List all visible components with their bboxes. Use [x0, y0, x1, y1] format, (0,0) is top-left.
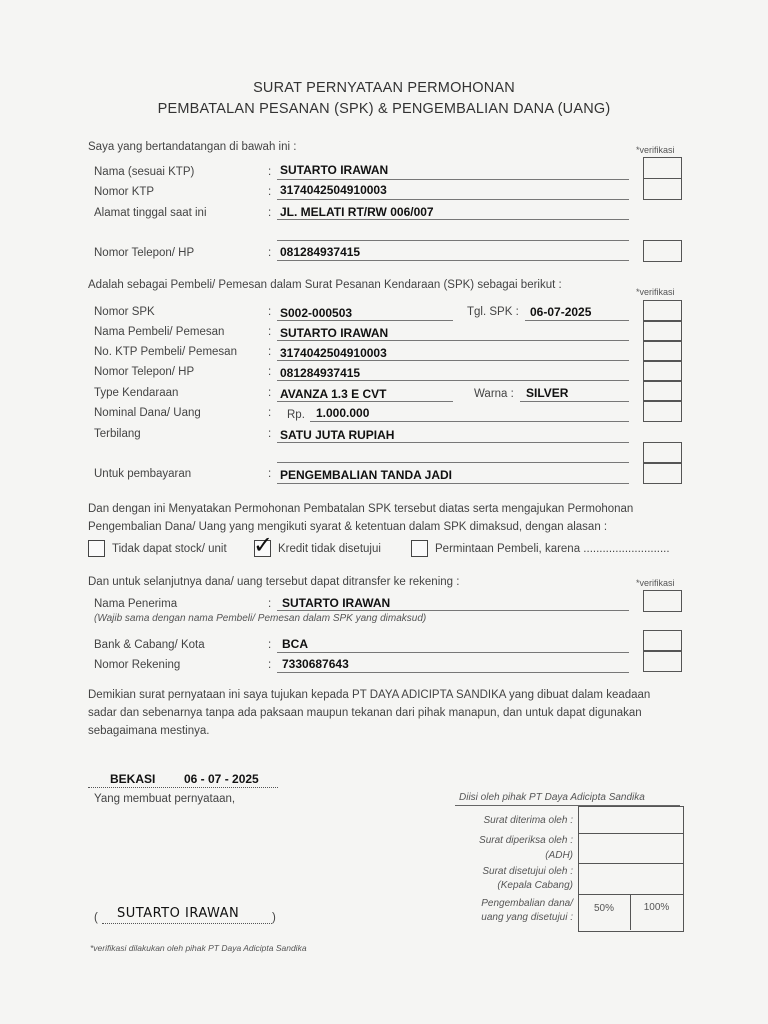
underline: [525, 320, 629, 321]
checkbox-permintaan[interactable]: [411, 540, 428, 557]
office-diterima: Surat diterima oleh :: [483, 815, 573, 826]
verifikasi-label-3: *verifikasi: [636, 578, 675, 588]
document-title-line1: SURAT PERNYATAAN PERMOHONAN: [253, 80, 515, 96]
option-kredit: Kredit tidak disetujui: [278, 543, 381, 555]
nominal-value: 1.000.000: [316, 406, 370, 420]
underline: [277, 360, 629, 361]
underline: [277, 672, 629, 673]
reason-line1: Dan dengan ini Menyatakan Permohonan Pembatalan SPK tersebut diatas serta mengajukan Permohonan: [88, 503, 634, 515]
ktp-pembeli-value: 3174042504910003: [280, 346, 387, 360]
terbilang-label: Terbilang: [94, 428, 141, 440]
colon: :: [268, 346, 272, 358]
verifikasi-box[interactable]: [643, 650, 682, 672]
pct-100[interactable]: 100%: [643, 902, 670, 913]
signer-name: SUTARTO IRAWAN: [117, 906, 240, 921]
bank-label: Bank & Cabang/ Kota: [94, 639, 205, 651]
verifikasi-box[interactable]: [643, 462, 682, 484]
underline: [277, 610, 629, 611]
closing-line3: sebagaimana mestinya.: [88, 725, 210, 737]
rekening-value: 7330687643: [282, 657, 349, 671]
ktp-pembeli-label: No. KTP Pembeli/ Pemesan: [94, 346, 237, 358]
alamat-value: JL. MELATI RT/RW 006/007: [280, 205, 434, 219]
office-pengembalian-2: uang yang disetujui :: [481, 912, 573, 923]
maker-label: Yang membuat pernyataan,: [94, 793, 236, 805]
rekening-label: Nomor Rekening: [94, 659, 181, 671]
sign-place: BEKASI: [110, 772, 156, 786]
underline: [277, 340, 629, 341]
penerima-note: (Wajib sama dengan nama Pembeli/ Pemesan dalam SPK yang dimaksud): [94, 613, 427, 624]
verifikasi-box[interactable]: [643, 340, 682, 362]
nominal-label: Nominal Dana/ Uang: [94, 407, 201, 419]
underline: [277, 179, 629, 180]
underline: [277, 401, 453, 402]
type-label: Type Kendaraan: [94, 387, 179, 399]
verifikasi-box[interactable]: [643, 300, 682, 322]
section3-intro: Dan untuk selanjutnya dana/ uang tersebut dapat ditransfer ke rekening :: [88, 576, 460, 588]
ktp-value: 3174042504910003: [280, 183, 387, 197]
open-paren: (: [94, 912, 98, 924]
underline: [277, 219, 629, 220]
pembeli-label: Nama Pembeli/ Pemesan: [94, 326, 225, 338]
office-disetujui: Surat disetujui oleh :: [482, 866, 573, 877]
verifikasi-box[interactable]: [643, 178, 682, 200]
pembeli-value: SUTARTO IRAWAN: [280, 326, 389, 340]
telp-value: 081284937415: [280, 245, 361, 259]
untuk-value: PENGEMBALIAN TANDA JADI: [280, 468, 453, 482]
underline: [277, 652, 629, 653]
close-paren: ): [272, 912, 276, 924]
option-permintaan: Permintaan Pembeli, karena ...........................: [435, 543, 670, 555]
verifikasi-label-2: *verifikasi: [636, 287, 675, 297]
closing-line1: Demikian surat pernyataan ini saya tujukan kepada PT DAYA ADICIPTA SANDIKA yang dibuat dalam keadaan: [88, 689, 651, 701]
colon: :: [268, 186, 272, 198]
sign-date: 06 - 07 - 2025: [184, 772, 259, 786]
telp-pembeli-value: 081284937415: [280, 366, 361, 380]
spk-value: S002-000503: [280, 306, 353, 320]
tgl-spk-value: 06-07-2025: [530, 305, 592, 319]
nama-label: Nama (sesuai KTP): [94, 166, 195, 178]
nama-value: SUTARTO IRAWAN: [280, 163, 389, 177]
document-title-line2: PEMBATALAN PESANAN (SPK) & PENGEMBALIAN DANA (UANG): [157, 101, 611, 117]
colon: :: [268, 639, 272, 651]
terbilang-value: SATU JUTA RUPIAH: [280, 428, 395, 442]
colon: :: [268, 598, 272, 610]
alamat-label: Alamat tinggal saat ini: [94, 207, 207, 219]
type-value: AVANZA 1.3 E CVT: [280, 387, 387, 401]
colon: :: [268, 468, 272, 480]
underline: [102, 923, 272, 924]
office-diperiksa: Surat diperiksa oleh :: [479, 835, 573, 846]
warna-value: SILVER: [526, 386, 569, 400]
underline: [88, 787, 278, 788]
verifikasi-box[interactable]: [643, 590, 682, 612]
colon: :: [268, 247, 272, 259]
underline: [520, 401, 629, 402]
verifikasi-box[interactable]: [643, 157, 682, 179]
colon: :: [268, 326, 272, 338]
colon: :: [268, 166, 272, 178]
verifikasi-box[interactable]: [643, 240, 682, 262]
colon: :: [268, 306, 272, 318]
office-pengembalian: Pengembalian dana/: [481, 898, 573, 909]
telp-pembeli-label: Nomor Telepon/ HP: [94, 366, 195, 378]
underline: [277, 320, 453, 321]
checkmark-icon: ✓: [253, 531, 274, 559]
verifikasi-box[interactable]: [643, 380, 682, 402]
underline: [277, 442, 629, 443]
section2-intro: Adalah sebagai Pembeli/ Pemesan dalam Surat Pesanan Kendaraan (SPK) sebagai berikut :: [88, 279, 562, 291]
verifikasi-box[interactable]: [643, 360, 682, 382]
verifikasi-box[interactable]: [643, 442, 682, 464]
underline: [277, 462, 629, 463]
underline: [277, 199, 629, 200]
footnote: *verifikasi dilakukan oleh pihak PT Daya Adicipta Sandika: [90, 943, 307, 953]
underline: [277, 240, 629, 241]
colon: :: [268, 366, 272, 378]
ktp-label: Nomor KTP: [94, 186, 155, 198]
reason-line2: Pengembalian Dana/ Uang yang mengikuti syarat & ketentuan dalam SPK dimaksud, dengan alasan :: [88, 521, 608, 533]
underline: [277, 380, 629, 381]
spk-label: Nomor SPK: [94, 306, 155, 318]
office-disetujui-kacab: (Kepala Cabang): [497, 880, 573, 891]
colon: :: [268, 207, 272, 219]
bank-value: BCA: [282, 637, 308, 651]
verifikasi-label-1: *verifikasi: [636, 145, 675, 155]
colon: :: [268, 428, 272, 440]
underline: [277, 260, 629, 261]
verifikasi-box[interactable]: [643, 630, 682, 652]
divider: [578, 863, 683, 864]
underline: [310, 421, 629, 422]
checkbox-tidak-stock[interactable]: [88, 540, 105, 557]
colon: :: [268, 387, 272, 399]
verifikasi-box[interactable]: [643, 320, 682, 342]
office-diperiksa-adh: (ADH): [545, 850, 573, 861]
rp-label: Rp.: [287, 409, 305, 421]
divider: [578, 833, 683, 834]
colon: :: [268, 407, 272, 419]
telp-label: Nomor Telepon/ HP: [94, 247, 195, 259]
untuk-label: Untuk pembayaran: [94, 468, 192, 480]
penerima-label: Nama Penerima: [94, 598, 178, 610]
verifikasi-box[interactable]: [643, 400, 682, 422]
section1-intro: Saya yang bertandatangan di bawah ini :: [88, 141, 297, 153]
closing-line2: sadar dan sebenarnya tanpa ada paksaan maupun tekanan dari pihak manapun, dan untuk dapat digunakan: [88, 707, 642, 719]
penerima-value: SUTARTO IRAWAN: [282, 596, 391, 610]
pct-50[interactable]: 50%: [593, 903, 614, 914]
office-header: Diisi oleh pihak PT Daya Adicipta Sandika: [459, 792, 645, 803]
option-tidak-stock: Tidak dapat stock/ unit: [112, 543, 227, 555]
underline: [277, 483, 629, 484]
warna-label: Warna :: [474, 388, 514, 400]
tgl-spk-label: Tgl. SPK :: [467, 306, 519, 318]
colon: :: [268, 659, 272, 671]
